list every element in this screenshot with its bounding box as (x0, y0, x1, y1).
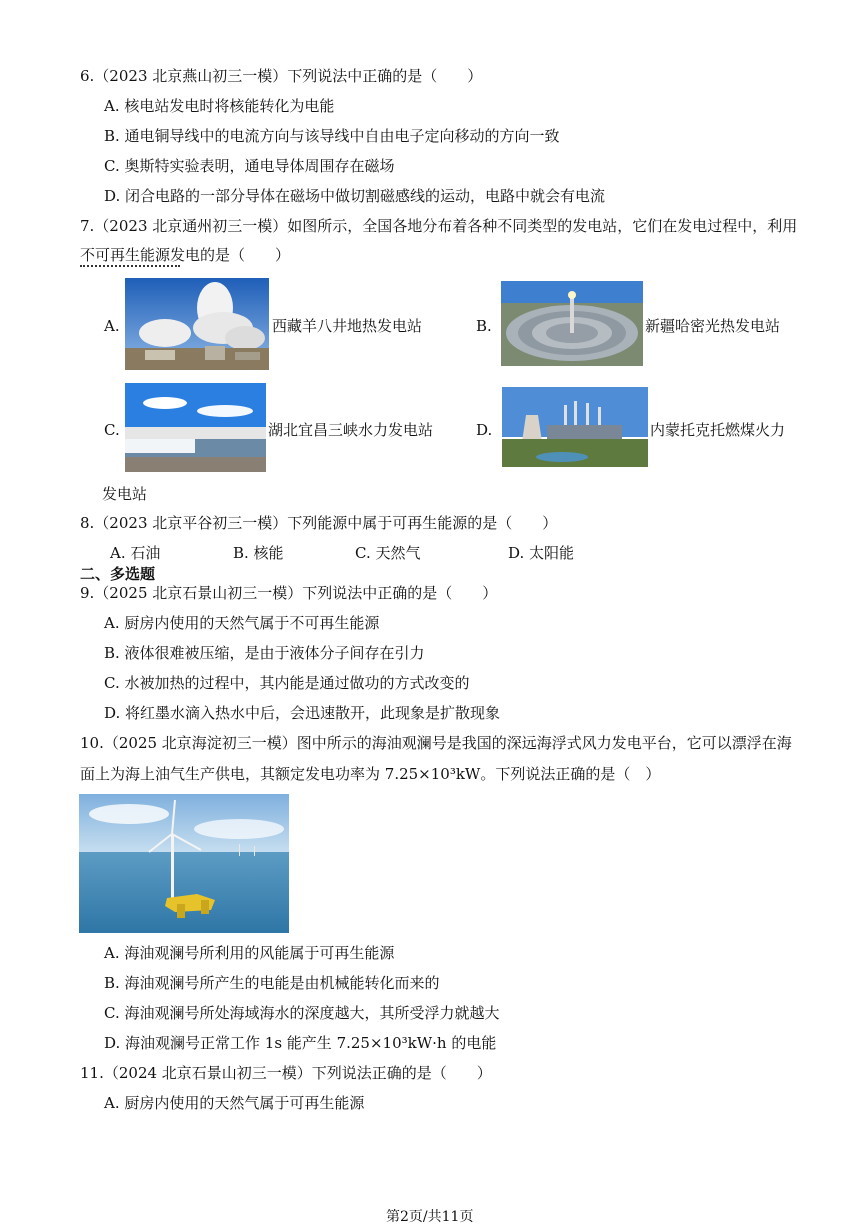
q10-option-b: B. 海油观澜号所产生的电能是由机械能转化而来的 (104, 974, 440, 992)
q10-stem-line1: 10.（2025 北京海淀初三一模）图中所示的海油观澜号是我国的深远海浮式风力发电平台，它可以漂浮在海 (80, 734, 792, 752)
q7-option-d-caption-cont: 发电站 (102, 485, 148, 503)
emphasis-dots (80, 265, 180, 267)
q6-option-c: C. 奥斯特实验表明，通电导体周围存在磁场 (104, 157, 395, 175)
q10-stem-line2: 面上为海上油气生产供电，其额定发电功率为 7.25×10³kW。下列说法正确的是（ ） (80, 765, 661, 783)
q7-option-c-letter: C. (104, 421, 120, 439)
q8-option-d: D. 太阳能 (508, 544, 575, 562)
q7-option-a-caption: 西藏羊八井地热发电站 (272, 317, 423, 335)
q9-option-a: A. 厨房内使用的天然气属于不可再生能源 (104, 614, 380, 632)
solar-thermal-plant-image (501, 281, 643, 366)
q10-option-a: A. 海油观澜号所利用的风能属于可再生能源 (104, 944, 395, 962)
q8-stem: 8.（2023 北京平谷初三一模）下列能源中属于可再生能源的是（ ） (80, 514, 558, 532)
q7-stem-text: 不可再生能源发电的是（ ） (80, 246, 291, 264)
q9-option-c: C. 水被加热的过程中，其内能是通过做功的方式改变的 (104, 674, 470, 692)
q7-stem-line2 (80, 245, 290, 265)
hydro-plant-image (125, 383, 266, 472)
q6-option-d: D. 闭合电路的一部分导体在磁场中做切割磁感线的运动，电路中就会有电流 (104, 187, 606, 205)
q7-option-d-caption: 内蒙托克托燃煤火力 (650, 421, 786, 439)
q8-option-c: C. 天然气 (355, 544, 421, 562)
q8-option-a: A. 石油 (110, 544, 161, 562)
q7-option-d-letter: D. (476, 421, 493, 439)
q8-option-b: B. 核能 (233, 544, 284, 562)
q10-option-c: C. 海油观澜号所处海域海水的深度越大，其所受浮力就越大 (104, 1004, 500, 1022)
q9-stem: 9.（2025 北京石景山初三一模）下列说法中正确的是（ ） (80, 584, 498, 602)
q6-stem: 6.（2023 北京燕山初三一模）下列说法中正确的是（ ） (80, 67, 483, 85)
q7-option-a-letter: A. (104, 317, 120, 335)
q11-option-a: A. 厨房内使用的天然气属于可再生能源 (104, 1094, 365, 1112)
wind-turbine-platform-image (79, 794, 289, 933)
coal-plant-image (502, 387, 648, 467)
geothermal-plant-image (125, 278, 269, 370)
q9-option-d: D. 将红墨水滴入热水中后，会迅速散开，此现象是扩散现象 (104, 704, 501, 722)
q9-option-b: B. 液体很难被压缩，是由于液体分子间存在引力 (104, 644, 425, 662)
q10-option-d: D. 海油观澜号正常工作 1s 能产生 7.25×10³kW·h 的电能 (104, 1034, 497, 1052)
q7-option-c-caption: 湖北宜昌三峡水力发电站 (268, 421, 434, 439)
q6-option-b: B. 通电铜导线中的电流方向与该导线中自由电子定向移动的方向一致 (104, 127, 560, 145)
section-heading: 二、多选题 (80, 565, 156, 583)
q6-option-a: A. 核电站发电时将核能转化为电能 (104, 97, 335, 115)
q7-option-b-caption: 新疆哈密光热发电站 (645, 317, 781, 335)
page-number: 第2页/共11页 (386, 1209, 474, 1225)
q7-stem-line1: 7.（2023 北京通州初三一模）如图所示，全国各地分布着各种不同类型的发电站，它们在发电过程中，利用 (80, 217, 798, 235)
q7-option-b-letter: B. (476, 317, 492, 335)
q11-stem: 11.（2024 北京石景山初三一模）下列说法正确的是（ ） (80, 1064, 492, 1082)
